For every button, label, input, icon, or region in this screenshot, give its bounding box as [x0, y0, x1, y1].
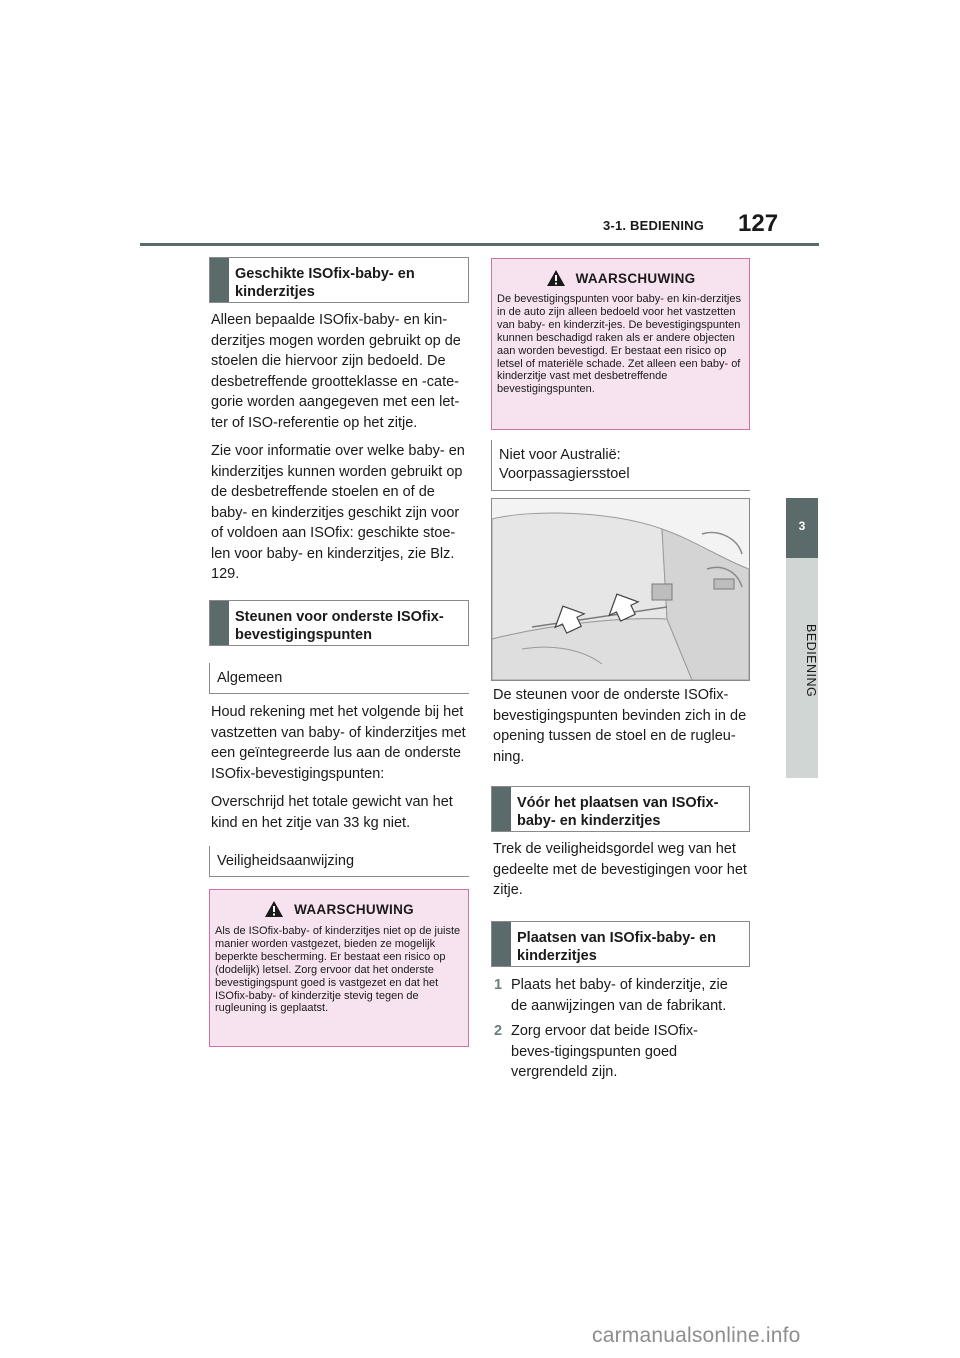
chapter-label [786, 566, 818, 756]
general-text [211, 702, 469, 841]
subheading-text: Veiligheidsaanwijzing [217, 853, 355, 869]
subheading-general [209, 663, 469, 694]
warning-title [210, 900, 468, 918]
paragraph: Zie voor informatie over welke baby- en kinderzitjes kunnen worden gebruikt op de desbetreffende stoelen en of de baby- en kinderzitjes geschikt zijn voor of voldoen aan ISOfix: geschikte stoe-len voor baby- en kinderzitjes, zie Blz. 129. [211, 443, 465, 582]
brackets-location-text [493, 685, 751, 775]
step-text: Plaats het baby- of kinderzitje, zie de aanwijzingen van de fabrikant. [511, 977, 728, 1014]
paragraph: De steunen voor de onderste ISOfix-bevestigingspunten bevinden zich in de opening tussen de stoel en de rugleu-ning. [493, 687, 747, 765]
warning-icon [546, 269, 566, 287]
isofix-bracket-illustration [491, 498, 750, 681]
page-number: 127 [738, 210, 779, 237]
heading-bar [492, 922, 511, 966]
warning-title [492, 269, 749, 287]
step-number: 2 [494, 1023, 503, 1039]
subheading-safety [209, 846, 469, 877]
heading-brackets [209, 600, 469, 646]
heading-text: Plaatsen van ISOfix-baby- en kinderzitjes [517, 930, 717, 964]
warning-box-right [491, 258, 750, 430]
list-item [494, 1021, 750, 1083]
warning-title-text: WAARSCHUWING [294, 902, 414, 917]
heading-bar [210, 258, 229, 302]
paragraph: Overschrijd het totale gewicht van het kind en het zitje van 33 kg niet. [211, 794, 453, 831]
heading-text: Steunen voor onderste ISOfix-bevestigingspunten [235, 609, 444, 643]
section-title: 3-1. BEDIENING [603, 218, 705, 233]
step-number: 1 [494, 977, 503, 993]
warning-text: Als de ISOfix-baby- of kinderzitjes niet op de juiste manier worden vastgezet, bieden ze mogelijk beperkte bescherming. Er bestaat een risico op (dodelijk) letsel. Zorg ervoor dat het onderste bevestigingspunt goed is vastgezet en dat het ISOfix-baby- of kinderzitje stevig tegen de rugleuning is geplaatst. [215, 925, 461, 1015]
heading-before-placing [491, 786, 750, 832]
heading-bar [492, 787, 511, 831]
header-rule [140, 243, 819, 246]
subheading-not-australia [491, 440, 750, 491]
chapter-number: 3 [798, 519, 806, 533]
heading-suitable-seats [209, 257, 469, 303]
watermark: carmanualsonline.info [592, 1324, 801, 1347]
subheading-text: Algemeen [217, 670, 283, 686]
warning-box-left [209, 889, 469, 1047]
chapter-label-text: BEDIENING [804, 624, 818, 698]
seat-drawing [492, 499, 749, 680]
step-text: Zorg ervoor dat beide ISOfix-beves-tigingspunten goed vergrendeld zijn. [511, 1023, 698, 1080]
list-item [494, 975, 750, 1020]
heading-text: Vóór het plaatsen van ISOfix-baby- en kinderzitjes [517, 795, 719, 829]
heading-bar [210, 601, 229, 645]
warning-icon [264, 900, 284, 918]
heading-placing [491, 921, 750, 967]
paragraph: Alleen bepaalde ISOfix-baby- en kin-derzitjes mogen worden gebruikt op de stoelen die hiervoor zijn bedoeld. De desbetreffende grootteklasse en -cate-gorie worden aangegeven met een let-ter of ISO-referentie op het zitje. [211, 312, 461, 431]
before-placing-text [493, 839, 751, 909]
warning-title-text: WAARSCHUWING [575, 271, 696, 286]
paragraph: Houd rekening met het volgende bij het vastzetten van baby- of kinderzitjes met een geïntegreerde lus aan de onderste ISOfix-bevestigingspunten: [211, 704, 466, 782]
heading-text: Geschikte ISOfix-baby- en kinderzitjes [235, 266, 415, 300]
subheading-text: Niet voor Australië: Voorpassagiersstoel [499, 447, 630, 482]
warning-text: De bevestigingspunten voor baby- en kin-derzitjes in de auto zijn alleen bedoeld voor het vastzetten van baby- en kinderzit-jes. De bevestigingspunten kunnen beschadigd raken als er andere objecten aan worden bevestigd. Er bestaat een risico op letsel of materiële schade. Zet alleen een baby- of kinderzitje vast met desbetreffende bevestigingspunten. [497, 293, 741, 396]
suitable-text [211, 310, 469, 593]
paragraph: Trek de veiligheidsgordel weg van het gedeelte met de bevestigingen voor het zitje. [493, 841, 747, 898]
